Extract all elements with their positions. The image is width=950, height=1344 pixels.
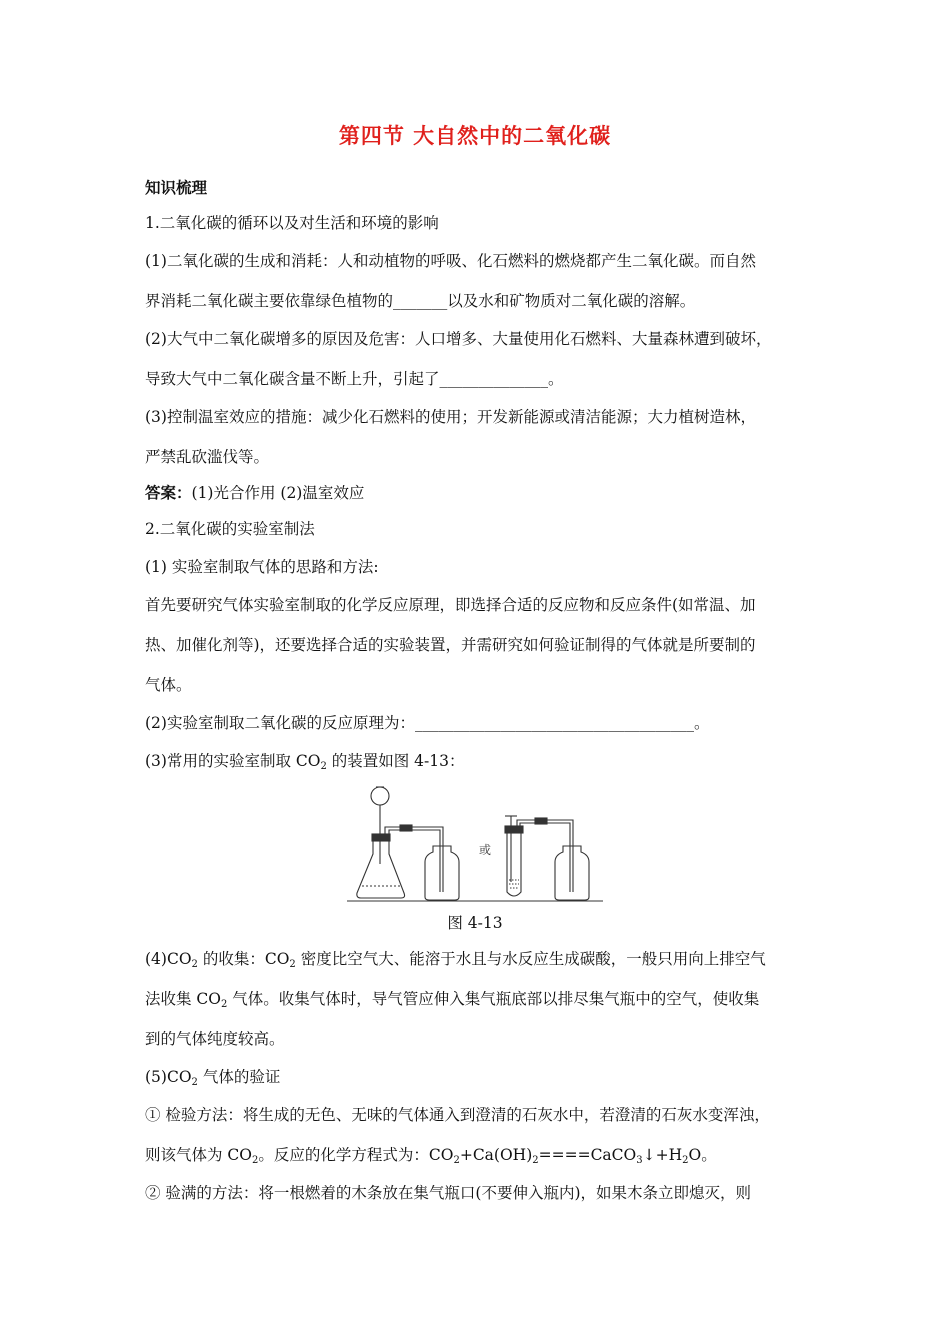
text-segment: 气体。收集气体时，导气管应伸入集气瓶底部以排尽集气瓶中的空气，使收集 xyxy=(227,990,760,1008)
paragraph-co2-cycle-heading: 1.二氧化碳的循环以及对生活和环境的影响 xyxy=(145,214,439,232)
answer-text: (1)光合作用 (2)温室效应 xyxy=(191,484,365,502)
paragraph-method-line3: 气体。 xyxy=(145,676,192,694)
apparatus-text: 的装置如图 4-13： xyxy=(326,752,465,770)
text-segment: 密度比空气大、能溶于水且与水反应生成碳酸，一般只用向上排空气 xyxy=(295,950,766,968)
paragraph-method-heading: (1) 实验室制取气体的思路和方法: xyxy=(145,558,379,576)
text-segment: (4)CO xyxy=(145,950,192,968)
answer-label: 答案： xyxy=(145,483,192,502)
figure-or-label: 或 xyxy=(479,843,492,857)
text-segment: 则该气体为 CO xyxy=(145,1146,252,1164)
paragraph-test-line1: ① 检验方法：将生成的无色、无味的气体通入到澄清的石灰水中，若澄清的石灰水变浑浊， xyxy=(145,1106,770,1124)
text-segment: +Ca(OH) xyxy=(459,1146,533,1164)
page-title: 第四节 大自然中的二氧化碳 xyxy=(338,123,612,148)
paragraph-generation-line1: (1)二氧化碳的生成和消耗：人和动植物的呼吸、化石燃料的燃烧都产生二氧化碳。而自然 xyxy=(145,252,756,270)
apparatus-diagram xyxy=(345,782,605,904)
text-segment: ↓+H xyxy=(642,1146,683,1164)
text-segment: 的收集：CO xyxy=(197,950,290,968)
paragraph-full-check: ② 验满的方法：将一根燃着的木条放在集气瓶口(不要伸入瓶内)，如果木条立即熄灭，则 xyxy=(145,1184,752,1202)
paragraph-method-line2: 热、加催化剂等)，还要选择合适的实验装置，并需研究如何验证制得的气体就是所要制的 xyxy=(145,636,756,654)
paragraph-collection-line1 xyxy=(145,949,825,969)
text-segment: O。 xyxy=(688,1146,717,1164)
paragraph-test-line2 xyxy=(145,1145,825,1165)
text-segment: (5)CO xyxy=(145,1068,192,1086)
paragraph-collection-line2 xyxy=(145,989,825,1009)
paragraph-measures-line1: (3)控制温室效应的措施：减少化石燃料的使用；开发新能源或清洁能源；大力植树造林， xyxy=(145,408,756,426)
text-segment: 气体的验证 xyxy=(197,1068,281,1086)
answer-line xyxy=(145,483,825,503)
paragraph-lab-prep-heading: 2.二氧化碳的实验室制法 xyxy=(145,520,315,538)
paragraph-verification-heading xyxy=(145,1067,825,1087)
figure-caption: 图 4-13 xyxy=(447,914,503,932)
subscript: 2 xyxy=(320,761,327,772)
subscript: 2 xyxy=(453,1155,460,1166)
subscript: 2 xyxy=(191,1077,198,1088)
text-segment: 法收集 CO xyxy=(145,990,221,1008)
paragraph-measures-line2: 严禁乱砍滥伐等。 xyxy=(145,448,270,466)
subscript: 2 xyxy=(252,1155,259,1166)
paragraph-method-line1: 首先要研究气体实验室制取的化学反应原理，即选择合适的反应物和反应条件(如常温、加 xyxy=(145,596,756,614)
subscript: 2 xyxy=(532,1155,539,1166)
subscript: 2 xyxy=(221,999,228,1010)
apparatus-figure xyxy=(345,782,605,904)
text-segment: ====CaCO xyxy=(538,1146,637,1164)
paragraph-collection-line3: 到的气体纯度较高。 xyxy=(145,1030,285,1048)
paragraph-generation-line2: 界消耗二氧化碳主要依靠绿色植物的_______以及水和矿物质对二氧化碳的溶解。 xyxy=(145,292,696,310)
apparatus-text: (3)常用的实验室制取 CO xyxy=(145,752,321,770)
subscript: 2 xyxy=(289,959,296,970)
paragraph-causes-line2: 导致大气中二氧化碳含量不断上升，引起了______________。 xyxy=(145,370,564,388)
subscript: 2 xyxy=(682,1155,689,1166)
paragraph-apparatus xyxy=(145,751,825,771)
text-segment: 。反应的化学方程式为：CO xyxy=(258,1146,454,1164)
section-heading: 知识梳理 xyxy=(145,178,208,197)
paragraph-reaction-principle: (2)实验室制取二氧化碳的反应原理为：____________________________________。 xyxy=(145,714,710,732)
paragraph-causes-line1: (2)大气中二氧化碳增多的原因及危害：人口增多、大量使用化石燃料、大量森林遭到破坏， xyxy=(145,330,772,348)
subscript: 3 xyxy=(636,1155,643,1166)
subscript: 2 xyxy=(191,959,198,970)
